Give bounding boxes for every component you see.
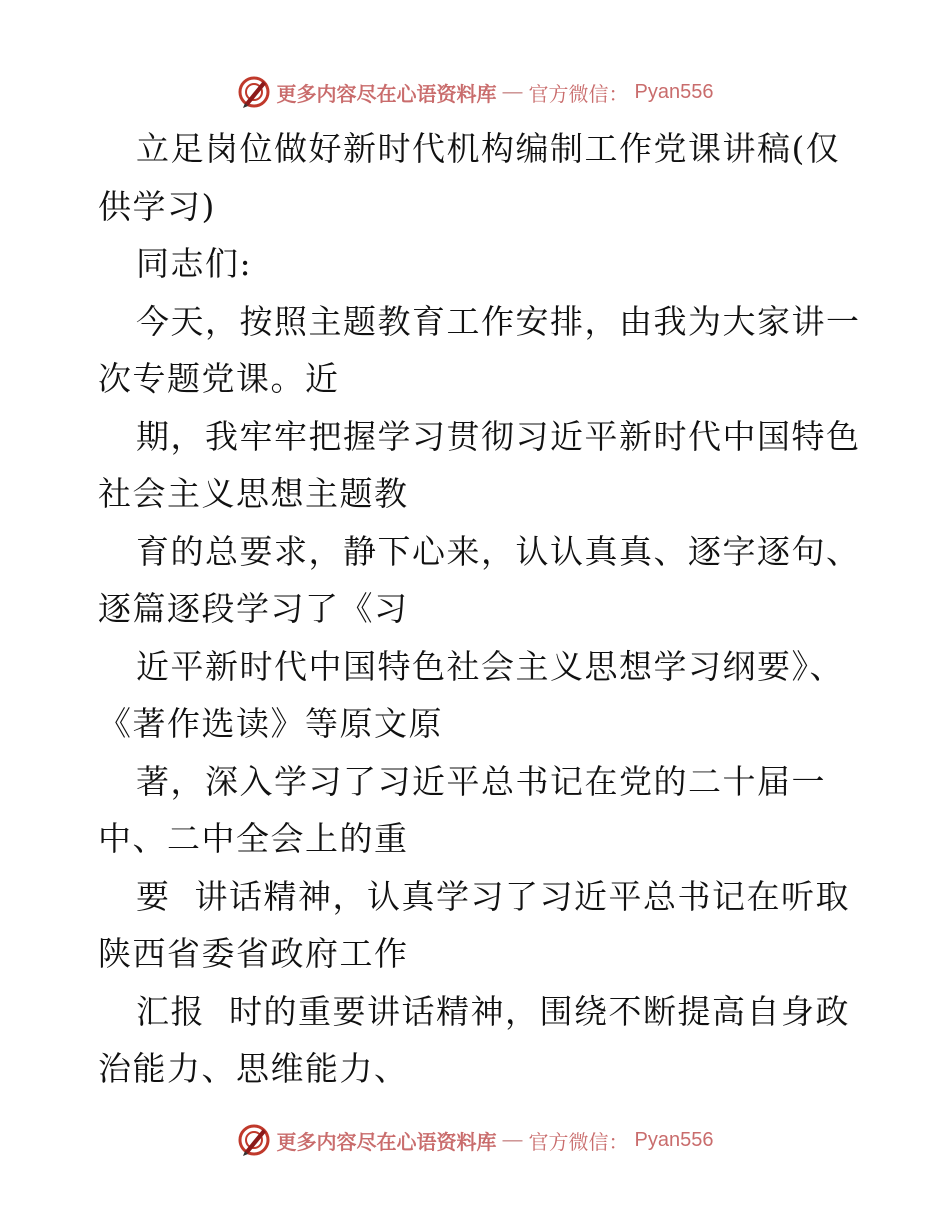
pen-circle-logo-icon <box>237 75 271 109</box>
text-line: 期，我牢牢把握学习贯彻习近平新时代中国特色 <box>136 416 861 456</box>
text-line: 社会主义思想主题教 <box>98 474 409 513</box>
text-line: 中、二中全会上的重 <box>98 819 409 858</box>
watermark-dash: — <box>502 1128 523 1151</box>
text-line: 今天，按照主题教育工作安排，由我为大家讲一 <box>136 301 861 341</box>
text-line: 治能力、思维能力、 <box>98 1049 409 1088</box>
text-line: 次专题党课。近 <box>98 359 340 398</box>
text-line: 陕西省委省政府工作 <box>98 934 409 973</box>
pen-circle-logo-icon <box>237 1123 271 1157</box>
watermark-contact-label: 官方微信： <box>528 81 629 106</box>
document-title-line-1: 立足岗位做好新时代机构编制工作党课讲稿(仅 <box>136 129 841 168</box>
text-line: 著，深入学习了习近平总书记在党的二十届一 <box>136 761 826 801</box>
watermark-contact-id: Pyan556 <box>634 1128 714 1151</box>
watermark-site-text: 更多内容尽在心语资料库 <box>276 1129 497 1154</box>
document-body <box>98 120 861 1098</box>
watermark-site-text: 更多内容尽在心语资料库 <box>276 81 497 106</box>
text-line: 要 讲话精神，认真学习了习近平总书记在听取 <box>136 876 850 916</box>
text-line: 育的总要求，静下心来，认认真真、逐字逐句、 <box>136 531 861 571</box>
watermark-contact-id: Pyan556 <box>634 80 714 103</box>
text-line: 逐篇逐段学习了《习 <box>98 589 409 628</box>
text-line: 近平新时代中国特色社会主义思想学习纲要》、 <box>136 646 844 686</box>
watermark-footer <box>0 1120 950 1160</box>
watermark-contact-label: 官方微信： <box>528 1129 629 1154</box>
watermark-header <box>0 72 950 112</box>
text-line: 汇报 时的重要讲话精神，围绕不断提高自身政 <box>136 991 850 1031</box>
watermark-dash: — <box>502 80 523 103</box>
salutation: 同志们: <box>136 244 253 283</box>
document-title-line-2: 供学习) <box>98 186 216 226</box>
text-line: 《著作选读》等原文原 <box>98 704 443 743</box>
